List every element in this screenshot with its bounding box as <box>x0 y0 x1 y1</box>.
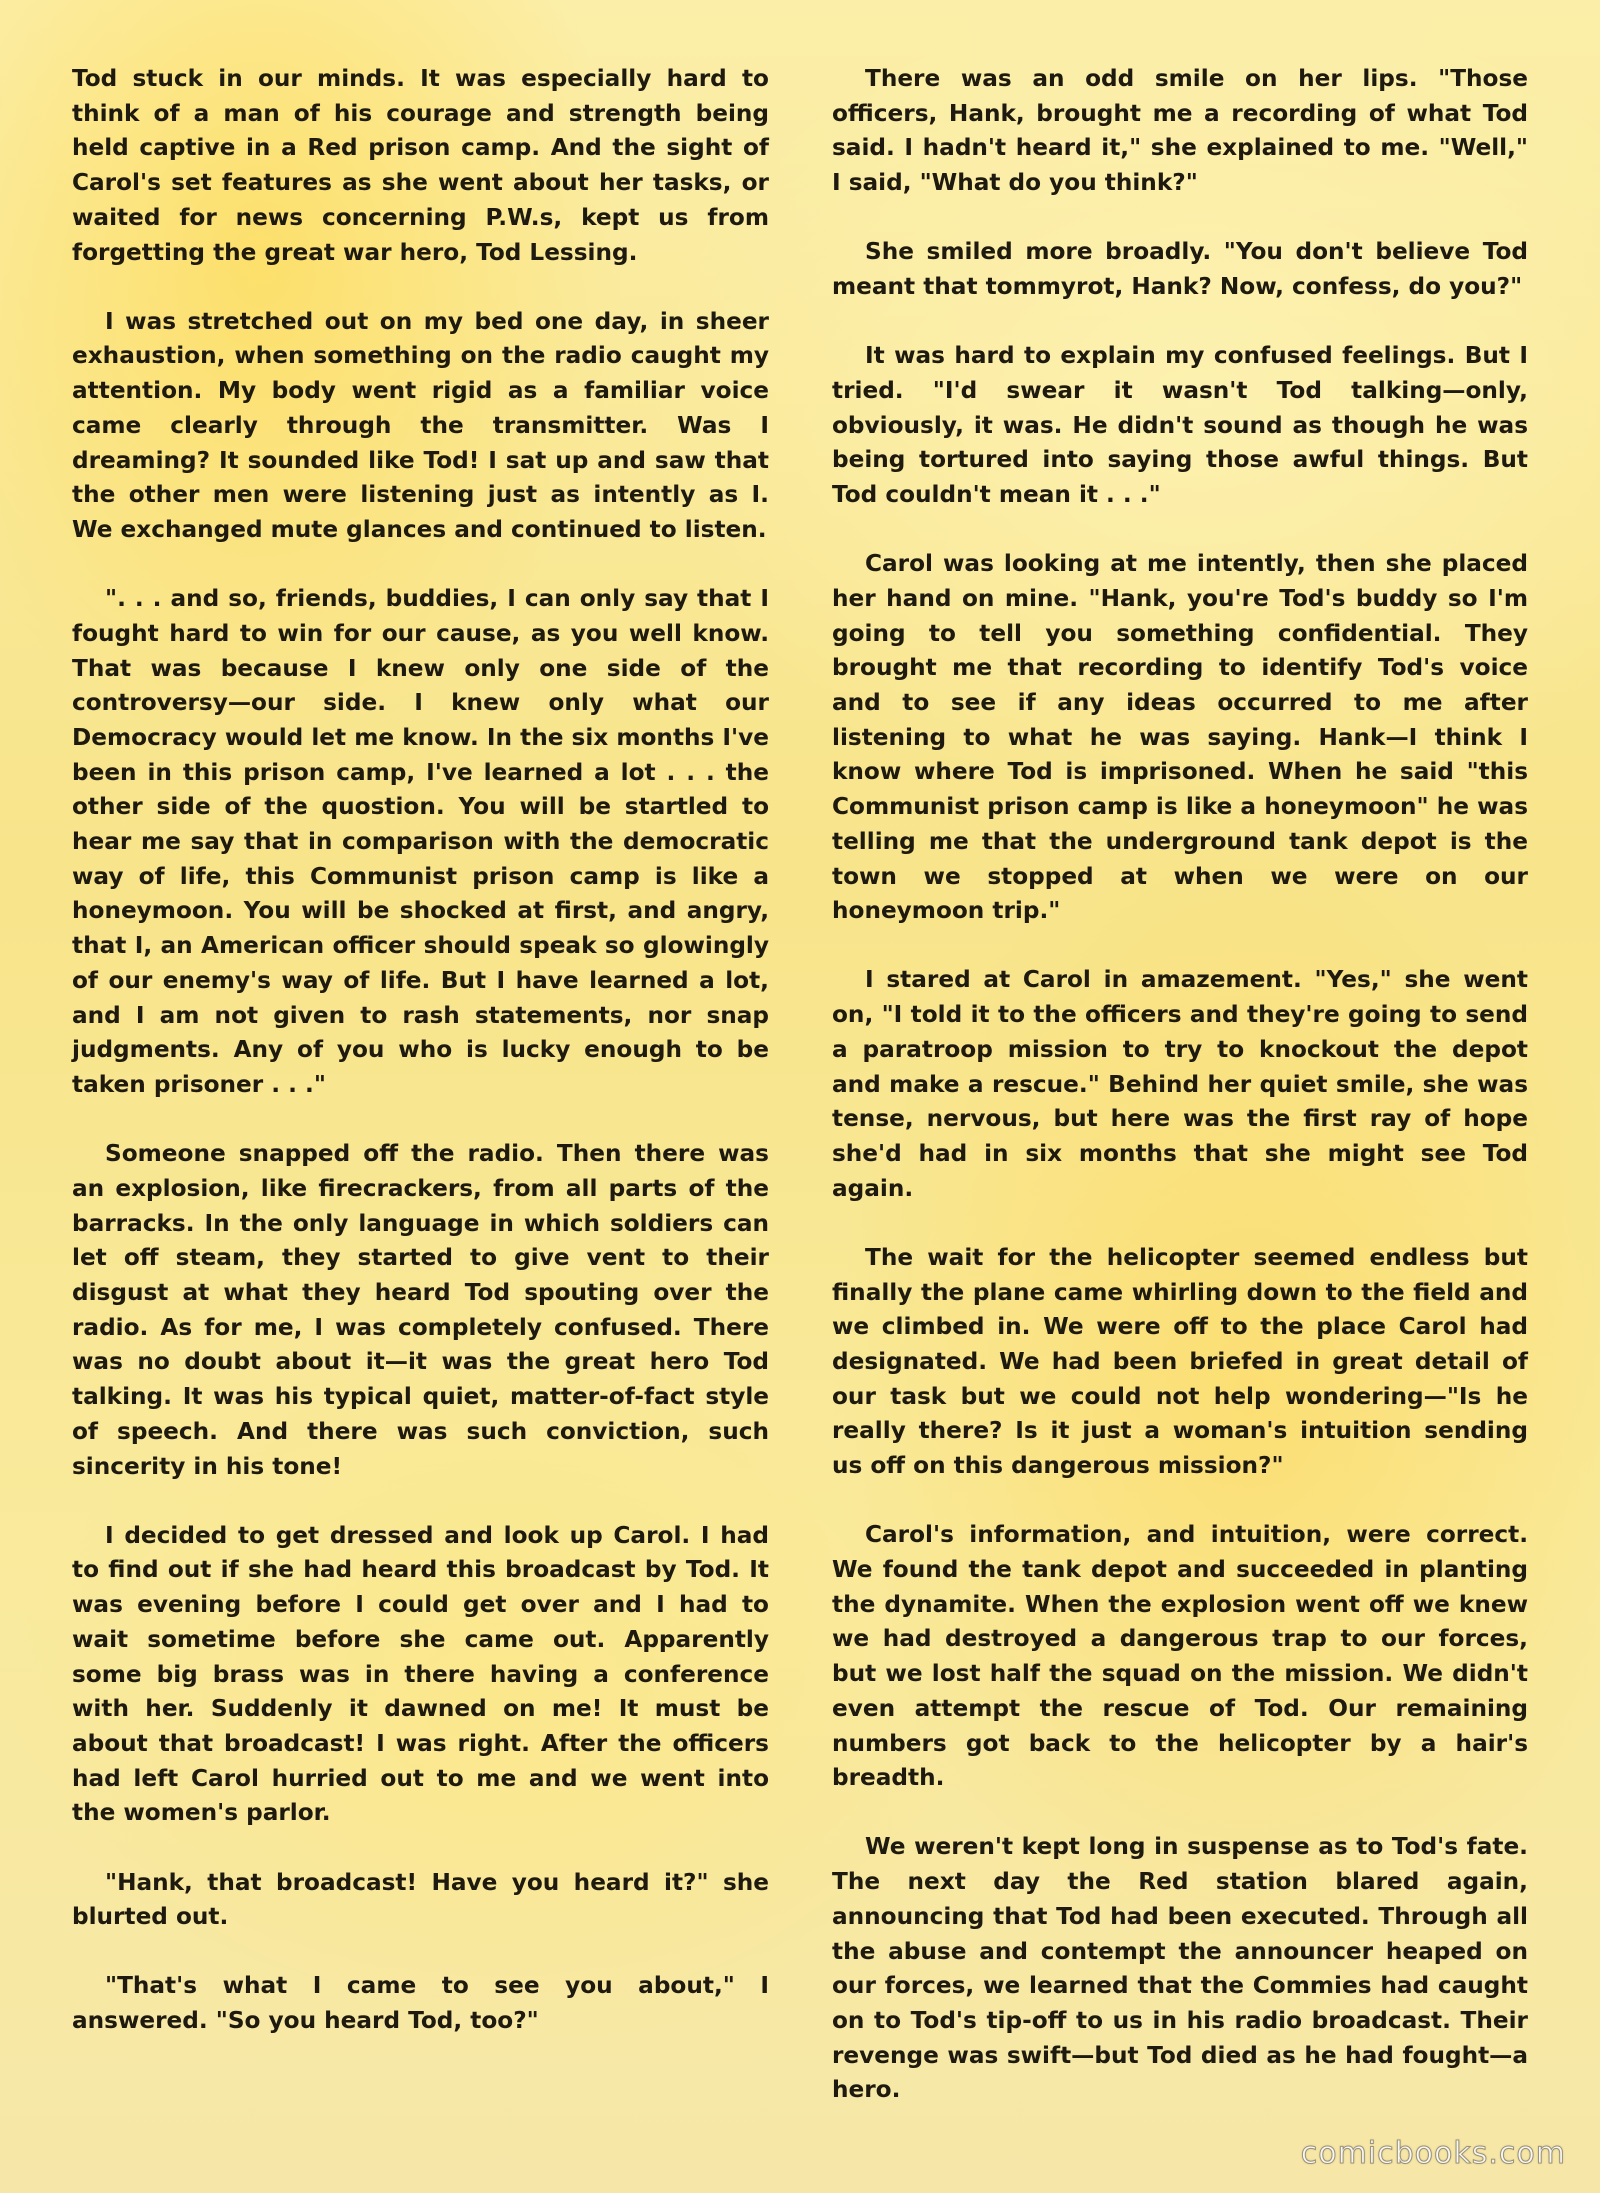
site-watermark: comicbooks.com <box>1300 2136 1566 2171</box>
right-text-column <box>832 62 1528 2143</box>
paragraph-8: There was an odd smile on her lips. "Those officers, Hank, brought me a recording of what Tod said. I hadn't heard it," she explained to me. "Well," I said, "What do you think?" <box>832 65 1528 197</box>
paragraph-1: Tod stuck in our minds. It was especially hard to think of a man of his courage and strength being held captive in a Red prison camp. And the sight of Carol's set features as she went about her tasks, or waited for news concerning P.W.s, kept us from forgetting the great war hero, Tod Lessing. <box>72 65 769 266</box>
paragraph-3: ". . . and so, friends, buddies, I can only say that I fought hard to win for our cause, as you well know. That was because I knew only one side of the controversy—our side. I knew only what our Democracy would let me know. In the six months I've been in this prison camp, I've learned a lot . . . the other side of the quostion. You will be startled to hear me say that in comparison with the democratic way of life, this Communist prison camp is like a honeymoon. You will be shocked at first, and angry, that I, an American officer should speak so glowingly of our enemy's way of life. But I have learned a lot, and I am not given to rash statements, nor snap judgments. Any of you who is lucky enough to be taken prisoner . . ." <box>72 585 769 1098</box>
paragraph-9: She smiled more broadly. "You don't believe Tod meant that tommyrot, Hank? Now, confess, do you?" <box>832 238 1528 301</box>
paragraph-12: I stared at Carol in amazement. "Yes," she went on, "I told it to the officers and they're going to send a paratroop mission to try to knockout the depot and make a rescue." Behind her quiet smile, she was tense, nervous, but here was the first ray of hope she'd had in six months that she might see Tod again. <box>832 966 1528 1202</box>
paragraph-14: Carol's information, and intuition, were correct. We found the tank depot and succeeded in planting the dynamite. When the explosion went off we knew we had destroyed a dangerous trap to our forces, but we lost half the squad on the mission. We didn't even attempt the rescue of Tod. Our remaining numbers got back to the helicopter by a hair's breadth. <box>832 1521 1528 1792</box>
paragraph-4: Someone snapped off the radio. Then there was an explosion, like firecrackers, from all parts of the barracks. In the only language in which soldiers can let off steam, they started to give vent to their disgust at what they heard Tod spouting over the radio. As for me, I was completely confused. There was no doubt about it—it was the great hero Tod talking. It was his typical quiet, matter-of-fact style of speech. And there was such conviction, such sincerity in his tone! <box>72 1140 769 1480</box>
paragraph-15: We weren't kept long in suspense as to Tod's fate. The next day the Red station blared again, announcing that Tod had been executed. Through all the abuse and contempt the announcer heaped on our forces, we learned that the Commies had caught on to Tod's tip-off to us in his radio broadcast. Their revenge was swift—but Tod died as he had fought—a hero. <box>832 1833 1528 2104</box>
paragraph-5: I decided to get dressed and look up Carol. I had to find out if she had heard this broadcast by Tod. It was evening before I could get over and I had to wait sometime before she came out. Apparently some big brass was in there having a conference with her. Suddenly it dawned on me! It must be about that broadcast! I was right. After the officers had left Carol hurried out to me and we went into the women's parlor. <box>72 1521 769 1827</box>
paragraph-10: It was hard to explain my confused feelings. But I tried. "I'd swear it wasn't Tod talking—only, obviously, it was. He didn't sound as though he was being tortured into saying those awful things. But Tod couldn't mean it . . ." <box>832 342 1528 509</box>
left-text-column <box>72 62 769 2073</box>
paragraph-13: The wait for the helicopter seemed endless but finally the plane came whirling down to the field and we climbed in. We were off to the place Carol had designated. We had been briefed in great detail of our task but we could not help wondering—"Is he really there? Is it just a woman's intuition sending us off on this dangerous mission?" <box>832 1243 1528 1480</box>
paragraph-2: I was stretched out on my bed one day, in sheer exhaustion, when something on the radio caught my attention. My body went rigid as a familiar voice came clearly through the transmitter. Was I dreaming? It sounded like Tod! I sat up and saw that the other men were listening just as intently as I. We exchanged mute glances and continued to listen. <box>72 307 769 543</box>
paragraph-11: Carol was looking at me intently, then she placed her hand on mine. "Hank, you're Tod's buddy so I'm going to tell you something confidential. They brought me that recording to identify Tod's voice and to see if any ideas occurred to me after listening to what he was saying. Hank—I think I know where Tod is imprisoned. When he said "this Communist prison camp is like a honeymoon" he was telling me that the underground tank depot is the town we stopped at when we were on our honeymoon trip." <box>832 550 1528 925</box>
paragraph-6: "Hank, that broadcast! Have you heard it?" she blurted out. <box>72 1868 769 1931</box>
paragraph-7: "That's what I came to see you about," I answered. "So you heard Tod, too?" <box>72 1972 769 2035</box>
